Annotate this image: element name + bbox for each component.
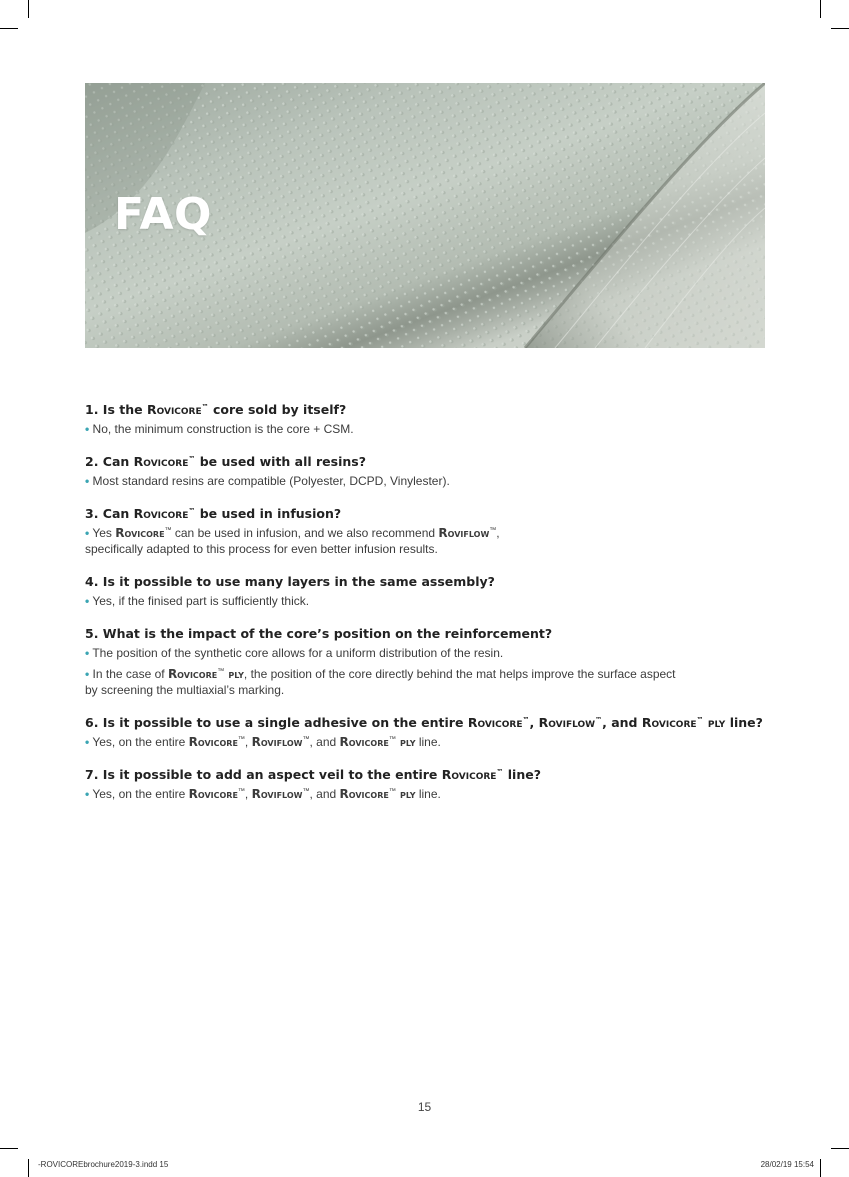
crop-mark: [28, 1159, 29, 1177]
faq-answer: • Yes, on the entire Rovicore™, Roviflow™, and Rovicore™ ply line.: [85, 787, 441, 801]
bullet-icon: •: [85, 646, 90, 660]
faq-question: 5. What is the impact of the core’s position on the reinforcement?: [85, 626, 553, 641]
brand-suffix: ply: [395, 787, 416, 801]
bullet-icon: •: [85, 526, 90, 540]
brand-name: Rovicore: [133, 454, 189, 469]
trademark: ™: [595, 715, 603, 724]
brand-suffix: ply: [224, 667, 244, 681]
faq-item-7: [85, 766, 765, 802]
trademark: ™: [217, 668, 225, 675]
brand-name: Rovicore: [133, 506, 189, 521]
crop-mark: [0, 28, 18, 29]
faq-question: 3. Can Rovicore™ be used in infusion?: [85, 506, 342, 521]
faq-question: 6. Is it possible to use a single adhesive on the entire Rovicore™, Roviflow™, and Rovicore™ ply line?: [85, 715, 763, 730]
faq-question: 4. Is it possible to use many layers in the same assembly?: [85, 574, 495, 589]
brand-name: Rovicore: [188, 735, 238, 749]
faq-item-4: [85, 573, 765, 609]
trademark: ™: [188, 506, 196, 515]
brand-name: Roviflow: [251, 787, 303, 801]
brand-name: Rovicore: [115, 526, 165, 540]
trademark: ™: [164, 527, 172, 534]
brand-name: Roviflow: [538, 715, 596, 730]
faq-answer: • Yes, if the finised part is sufficiently thick.: [85, 594, 310, 608]
brand-name: Rovicore: [641, 715, 697, 730]
crop-mark: [28, 0, 29, 18]
slug-filename: -ROVICOREbrochure2019-3.indd 15: [38, 1160, 169, 1169]
bullet-icon: •: [85, 594, 90, 608]
brand-name: Rovicore: [146, 402, 202, 417]
faq-item-1: [85, 401, 765, 437]
crop-mark: [820, 1159, 821, 1177]
bullet-icon: •: [85, 474, 90, 488]
faq-answer: • No, the minimum construction is the core + CSM.: [85, 422, 354, 436]
faq-question: 7. Is it possible to add an aspect veil to the entire Rovicore™ line?: [85, 767, 541, 782]
trademark: ™: [188, 454, 196, 463]
page-title: FAQ: [114, 189, 212, 240]
brand-name: Rovicore: [467, 715, 523, 730]
bullet-icon: •: [85, 667, 90, 681]
trademark: ™: [388, 736, 396, 743]
faq-answer: • In the case of Rovicore™ ply, the position of the core directly behind the mat helps improve the surface aspect: [85, 667, 676, 681]
faq-item-6: [85, 714, 765, 750]
trademark: ™: [237, 736, 245, 743]
faq-answer: • Yes, on the entire Rovicore™, Roviflow™, and Rovicore™ ply line.: [85, 735, 441, 749]
faq-answer: • The position of the synthetic core allows for a uniform distribution of the resin.: [85, 646, 504, 660]
faq-question: 1. Is the Rovicore™ core sold by itself?: [85, 402, 347, 417]
crop-mark: [0, 1148, 18, 1149]
bullet-icon: •: [85, 422, 90, 436]
bullet-icon: •: [85, 787, 90, 801]
trademark: ™: [388, 788, 396, 795]
brand-name: Rovicore: [188, 787, 238, 801]
brand-name: Rovicore: [167, 667, 218, 681]
faq-answer-continued: by screening the multiaxial’s marking.: [85, 683, 285, 697]
brand-name: Rovicore: [339, 787, 389, 801]
faq-item-2: [85, 453, 765, 489]
brand-suffix: ply: [703, 715, 726, 730]
faq-item-3: [85, 505, 765, 557]
crop-mark: [831, 1148, 849, 1149]
trademark: ™: [696, 715, 704, 724]
brand-name: Rovicore: [441, 767, 497, 782]
faq-list: [85, 401, 765, 818]
faq-item-5: [85, 625, 765, 698]
page-number: 15: [417, 1100, 432, 1114]
bullet-icon: •: [85, 735, 90, 749]
faq-answer: • Most standard resins are compatible (Polyester, DCPD, Vinylester).: [85, 474, 450, 488]
crop-mark: [831, 28, 849, 29]
slug-date: 28/02/19 15:54: [760, 1160, 814, 1169]
faq-answer: • Yes Rovicore™ can be used in infusion, and we also recommend Roviflow™,: [85, 526, 500, 540]
trademark: ™: [489, 527, 497, 534]
trademark: ™: [496, 767, 504, 776]
hero-image: [85, 83, 765, 348]
trademark: ™: [201, 402, 209, 411]
brand-name: Rovicore: [339, 735, 389, 749]
crop-mark: [820, 0, 821, 18]
faq-answer-continued: specifically adapted to this process for even better infusion results.: [85, 542, 438, 556]
trademark: ™: [302, 788, 310, 795]
trademark: ™: [302, 736, 310, 743]
trademark: ™: [522, 715, 530, 724]
faq-question: 2. Can Rovicore™ be used with all resins?: [85, 454, 366, 469]
brand-name: Roviflow: [438, 526, 490, 540]
brand-name: Roviflow: [251, 735, 303, 749]
brand-suffix: ply: [395, 735, 416, 749]
trademark: ™: [237, 788, 245, 795]
